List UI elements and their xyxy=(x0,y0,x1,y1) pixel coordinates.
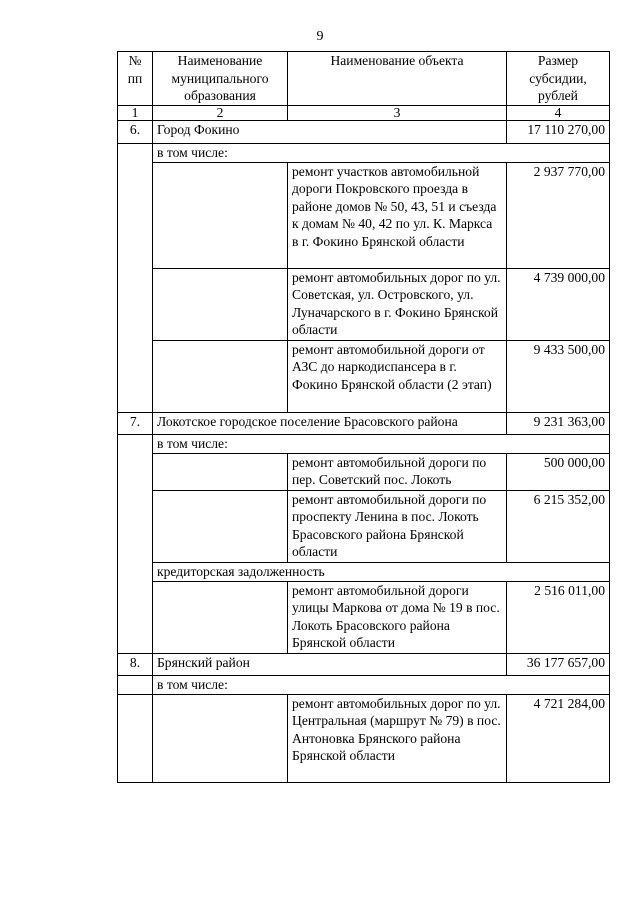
table-row xyxy=(118,453,610,490)
subsidy-amount: 4 739 000,00 xyxy=(507,268,610,340)
table-row xyxy=(118,268,610,340)
subsidy-amount: 9 433 500,00 xyxy=(507,340,610,412)
table-row xyxy=(118,340,610,412)
object-name: ремонт автомобильной дороги по проспекту Ленина в пос. Локоть Брасовского района Брянской области xyxy=(288,490,507,562)
column-index-row xyxy=(118,105,610,120)
table-row xyxy=(118,562,610,581)
table-row xyxy=(118,412,610,434)
object-name: ремонт автомобильной дороги по пер. Советский пос. Локоть xyxy=(288,453,507,490)
subsidy-amount: 2 937 770,00 xyxy=(507,162,610,268)
header-col-number: № пп xyxy=(118,52,153,106)
object-name: ремонт автомобильной дороги от АЗС до наркодиспансера в г. Фокино Брянской области (2 этап) xyxy=(288,340,507,412)
row-number: 8. xyxy=(118,653,153,675)
table-row xyxy=(118,694,610,782)
subsidy-amount: 500 000,00 xyxy=(507,453,610,490)
municipality-name: Локотское городское поселение Брасовского района xyxy=(153,412,507,434)
table-row xyxy=(118,120,610,143)
object-name: ремонт участков автомобильной дороги Покровского проезда в районе домов № 50, 43, 51 и съезда к домам № 40, 42 по ул. К. Маркса в г. Фокино Брянской области xyxy=(288,162,507,268)
subsidy-amount: 17 110 270,00 xyxy=(507,120,610,143)
table-row xyxy=(118,490,610,562)
object-name: ремонт автомобильных дорог по ул. Центральная (маршрут № 79) в пос. Антоновка Брянского района Брянской области xyxy=(288,694,507,782)
table-row xyxy=(118,653,610,675)
subsidy-amount: 9 231 363,00 xyxy=(507,412,610,434)
table-row xyxy=(118,434,610,453)
table-header-row xyxy=(118,52,610,106)
subsidy-amount: 6 215 352,00 xyxy=(507,490,610,562)
index-cell: 3 xyxy=(288,105,507,120)
row-number: 6. xyxy=(118,120,153,143)
subheading: в том числе: xyxy=(153,675,610,694)
header-col-municipality: Наименование муниципального образования xyxy=(153,52,288,106)
table-row xyxy=(118,675,610,694)
header-col-object: Наименование объекта xyxy=(288,52,507,106)
index-cell: 2 xyxy=(153,105,288,120)
subheading: в том числе: xyxy=(153,143,610,162)
subsidy-amount: 36 177 657,00 xyxy=(507,653,610,675)
object-name: ремонт автомобильных дорог по ул. Советская, ул. Островского, ул. Луначарского в г. Фокино Брянской области xyxy=(288,268,507,340)
index-cell: 1 xyxy=(118,105,153,120)
creditor-label: кредиторская задолженность xyxy=(153,562,610,581)
subsidy-amount: 4 721 284,00 xyxy=(507,694,610,782)
table-row xyxy=(118,162,610,268)
table-row xyxy=(118,143,610,162)
municipality-name: Город Фокино xyxy=(153,120,507,143)
header-col-subsidy: Размер субсидии, рублей xyxy=(507,52,610,106)
page-number: 9 xyxy=(316,29,324,44)
object-name: ремонт автомобильной дороги улицы Маркова от дома № 19 в пос. Локоть Брасовского района Брянской области xyxy=(288,581,507,653)
municipality-name: Брянский район xyxy=(153,653,507,675)
subsidy-table xyxy=(117,51,610,783)
subheading: в том числе: xyxy=(153,434,610,453)
subsidy-amount: 2 516 011,00 xyxy=(507,581,610,653)
row-number: 7. xyxy=(118,412,153,434)
index-cell: 4 xyxy=(507,105,610,120)
table-row xyxy=(118,581,610,653)
